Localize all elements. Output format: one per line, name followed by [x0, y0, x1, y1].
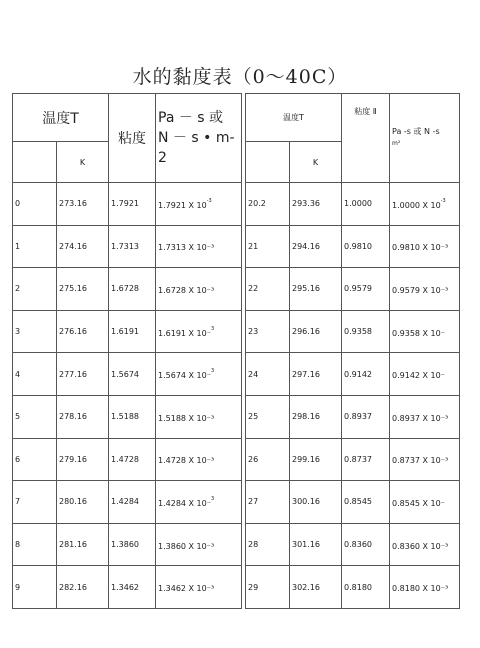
- table-row: [13, 225, 460, 268]
- viscosity-si-cell: 0.9579 X 10⁻³: [390, 268, 460, 311]
- temp-c-cell: 22: [246, 268, 290, 311]
- temp-k-cell: 280.16: [57, 481, 109, 524]
- header-unit-k-left: K: [57, 142, 109, 183]
- viscosity-table: [12, 93, 460, 609]
- viscosity-si-cell: 0.9810 X 10⁻³: [390, 225, 460, 268]
- temp-k-cell: 282.16: [57, 566, 109, 609]
- temp-k-cell: 273.16: [57, 183, 109, 226]
- viscosity-cell: 0.9579: [342, 268, 390, 311]
- temp-c-cell: 8: [13, 523, 57, 566]
- viscosity-cell: 0.8360: [342, 523, 390, 566]
- temp-k-cell: 299.16: [290, 438, 342, 481]
- viscosity-cell: 1.4284: [109, 481, 156, 524]
- viscosity-cell: 1.3860: [109, 523, 156, 566]
- temp-c-cell: 9: [13, 566, 57, 609]
- table-row: [13, 353, 460, 396]
- temp-c-cell: 3: [13, 310, 57, 353]
- header-unit-line3: 2: [158, 150, 167, 166]
- viscosity-cell: 1.0000: [342, 183, 390, 226]
- table-row: [13, 268, 460, 311]
- temp-k-cell: 276.16: [57, 310, 109, 353]
- viscosity-si-cell: 1.5674 X 10⁻$^3$: [156, 353, 242, 396]
- temp-k-cell: 296.16: [290, 310, 342, 353]
- viscosity-si-cell: 0.8737 X 10⁻³: [390, 438, 460, 481]
- header-unit-line1: Pa － s 或: [158, 110, 224, 126]
- viscosity-cell: 0.8545: [342, 481, 390, 524]
- viscosity-si-cell: 1.4284 X 10⁻$^3$: [156, 481, 242, 524]
- header-viscosity-right: 粘度 Ⅱ: [342, 94, 390, 183]
- header-viscosity: 粘度: [109, 94, 156, 183]
- temp-k-cell: 277.16: [57, 353, 109, 396]
- header-row-1: [13, 94, 460, 142]
- viscosity-si-cell: 1.0000 X $10^{-3}$: [390, 183, 460, 226]
- temp-k-cell: 279.16: [57, 438, 109, 481]
- viscosity-si-cell: 0.9142 X 10⁻: [390, 353, 460, 396]
- temp-k-cell: 281.16: [57, 523, 109, 566]
- temp-c-cell: 26: [246, 438, 290, 481]
- header-unit-right: [390, 94, 460, 183]
- header-unit: [156, 94, 242, 183]
- viscosity-cell: 1.5188: [109, 395, 156, 438]
- viscosity-si-cell: 0.8180 X 10⁻³: [390, 566, 460, 609]
- temp-c-cell: 27: [246, 481, 290, 524]
- viscosity-si-cell: 1.3462 X 10⁻³: [156, 566, 242, 609]
- viscosity-si-cell: 1.4728 X 10⁻³: [156, 438, 242, 481]
- temp-c-cell: 25: [246, 395, 290, 438]
- temp-c-cell: 2: [13, 268, 57, 311]
- table-row: [13, 523, 460, 566]
- viscosity-si-cell: 1.6191 X 10⁻$^3$: [156, 310, 242, 353]
- temp-k-cell: 294.16: [290, 225, 342, 268]
- viscosity-si-cell: 1.6728 X 10⁻³: [156, 268, 242, 311]
- viscosity-si-cell: 0.8937 X 10⁻³: [390, 395, 460, 438]
- temp-k-cell: 275.16: [57, 268, 109, 311]
- table-row: [13, 481, 460, 524]
- viscosity-cell: 0.8180: [342, 566, 390, 609]
- header-temp: 温度T: [13, 94, 109, 142]
- temp-c-cell: 20.2: [246, 183, 290, 226]
- temp-c-cell: 28: [246, 523, 290, 566]
- temp-k-cell: 278.16: [57, 395, 109, 438]
- header-empty-right: [246, 142, 290, 183]
- temp-k-cell: 300.16: [290, 481, 342, 524]
- table-row: [13, 183, 460, 226]
- temp-k-cell: 293.36: [290, 183, 342, 226]
- page-title: 水的黏度表（0～40C）: [132, 66, 348, 88]
- viscosity-si-cell: 1.7313 X 10⁻³: [156, 225, 242, 268]
- viscosity-si-cell: 0.8545 X 10⁻: [390, 481, 460, 524]
- temp-k-cell: 302.16: [290, 566, 342, 609]
- exponent-note: -3: [206, 197, 212, 204]
- table-row: [13, 438, 460, 481]
- viscosity-si-cell: 1.5188 X 10⁻³: [156, 395, 242, 438]
- viscosity-si-cell: 0.9358 X 10⁻: [390, 310, 460, 353]
- viscosity-cell: 0.8737: [342, 438, 390, 481]
- viscosity-cell: 0.8937: [342, 395, 390, 438]
- temp-k-cell: 297.16: [290, 353, 342, 396]
- header-temp-right: 温度T: [246, 94, 342, 142]
- temp-c-cell: 29: [246, 566, 290, 609]
- viscosity-cell: 0.9358: [342, 310, 390, 353]
- header-empty-left: [13, 142, 57, 183]
- viscosity-cell: 1.7921: [109, 183, 156, 226]
- temp-k-cell: 295.16: [290, 268, 342, 311]
- viscosity-cell: 1.3462: [109, 566, 156, 609]
- temp-c-cell: 4: [13, 353, 57, 396]
- exponent-note: 3: [210, 495, 215, 502]
- viscosity-cell: 1.5674: [109, 353, 156, 396]
- temp-c-cell: 0: [13, 183, 57, 226]
- exponent-note: 3: [210, 325, 215, 332]
- header-unit-k-right: K: [290, 142, 342, 183]
- viscosity-cell: 1.6191: [109, 310, 156, 353]
- viscosity-si-cell: 1.7921 X $10^{-3}$: [156, 183, 242, 226]
- exponent-note: -3: [440, 197, 446, 204]
- temp-k-cell: 301.16: [290, 523, 342, 566]
- table-row: [13, 310, 460, 353]
- viscosity-cell: 1.4728: [109, 438, 156, 481]
- header-unit-right-main: Pa -s 或 N -s: [392, 127, 440, 136]
- header-unit-right-sup: m²: [392, 140, 401, 147]
- temp-c-cell: 6: [13, 438, 57, 481]
- viscosity-cell: 0.9810: [342, 225, 390, 268]
- viscosity-cell: 1.7313: [109, 225, 156, 268]
- temp-c-cell: 5: [13, 395, 57, 438]
- temp-c-cell: 1: [13, 225, 57, 268]
- temp-c-cell: 24: [246, 353, 290, 396]
- viscosity-cell: 0.9142: [342, 353, 390, 396]
- temp-c-cell: 7: [13, 481, 57, 524]
- exponent-note: 3: [210, 368, 215, 375]
- temp-k-cell: 298.16: [290, 395, 342, 438]
- temp-k-cell: 274.16: [57, 225, 109, 268]
- temp-c-cell: 23: [246, 310, 290, 353]
- temp-c-cell: 21: [246, 225, 290, 268]
- table-row: [13, 566, 460, 609]
- viscosity-si-cell: 1.3860 X 10⁻³: [156, 523, 242, 566]
- viscosity-si-cell: 0.8360 X 10⁻³: [390, 523, 460, 566]
- viscosity-cell: 1.6728: [109, 268, 156, 311]
- header-unit-line2: N － s • m-: [158, 130, 235, 146]
- table-row: [13, 395, 460, 438]
